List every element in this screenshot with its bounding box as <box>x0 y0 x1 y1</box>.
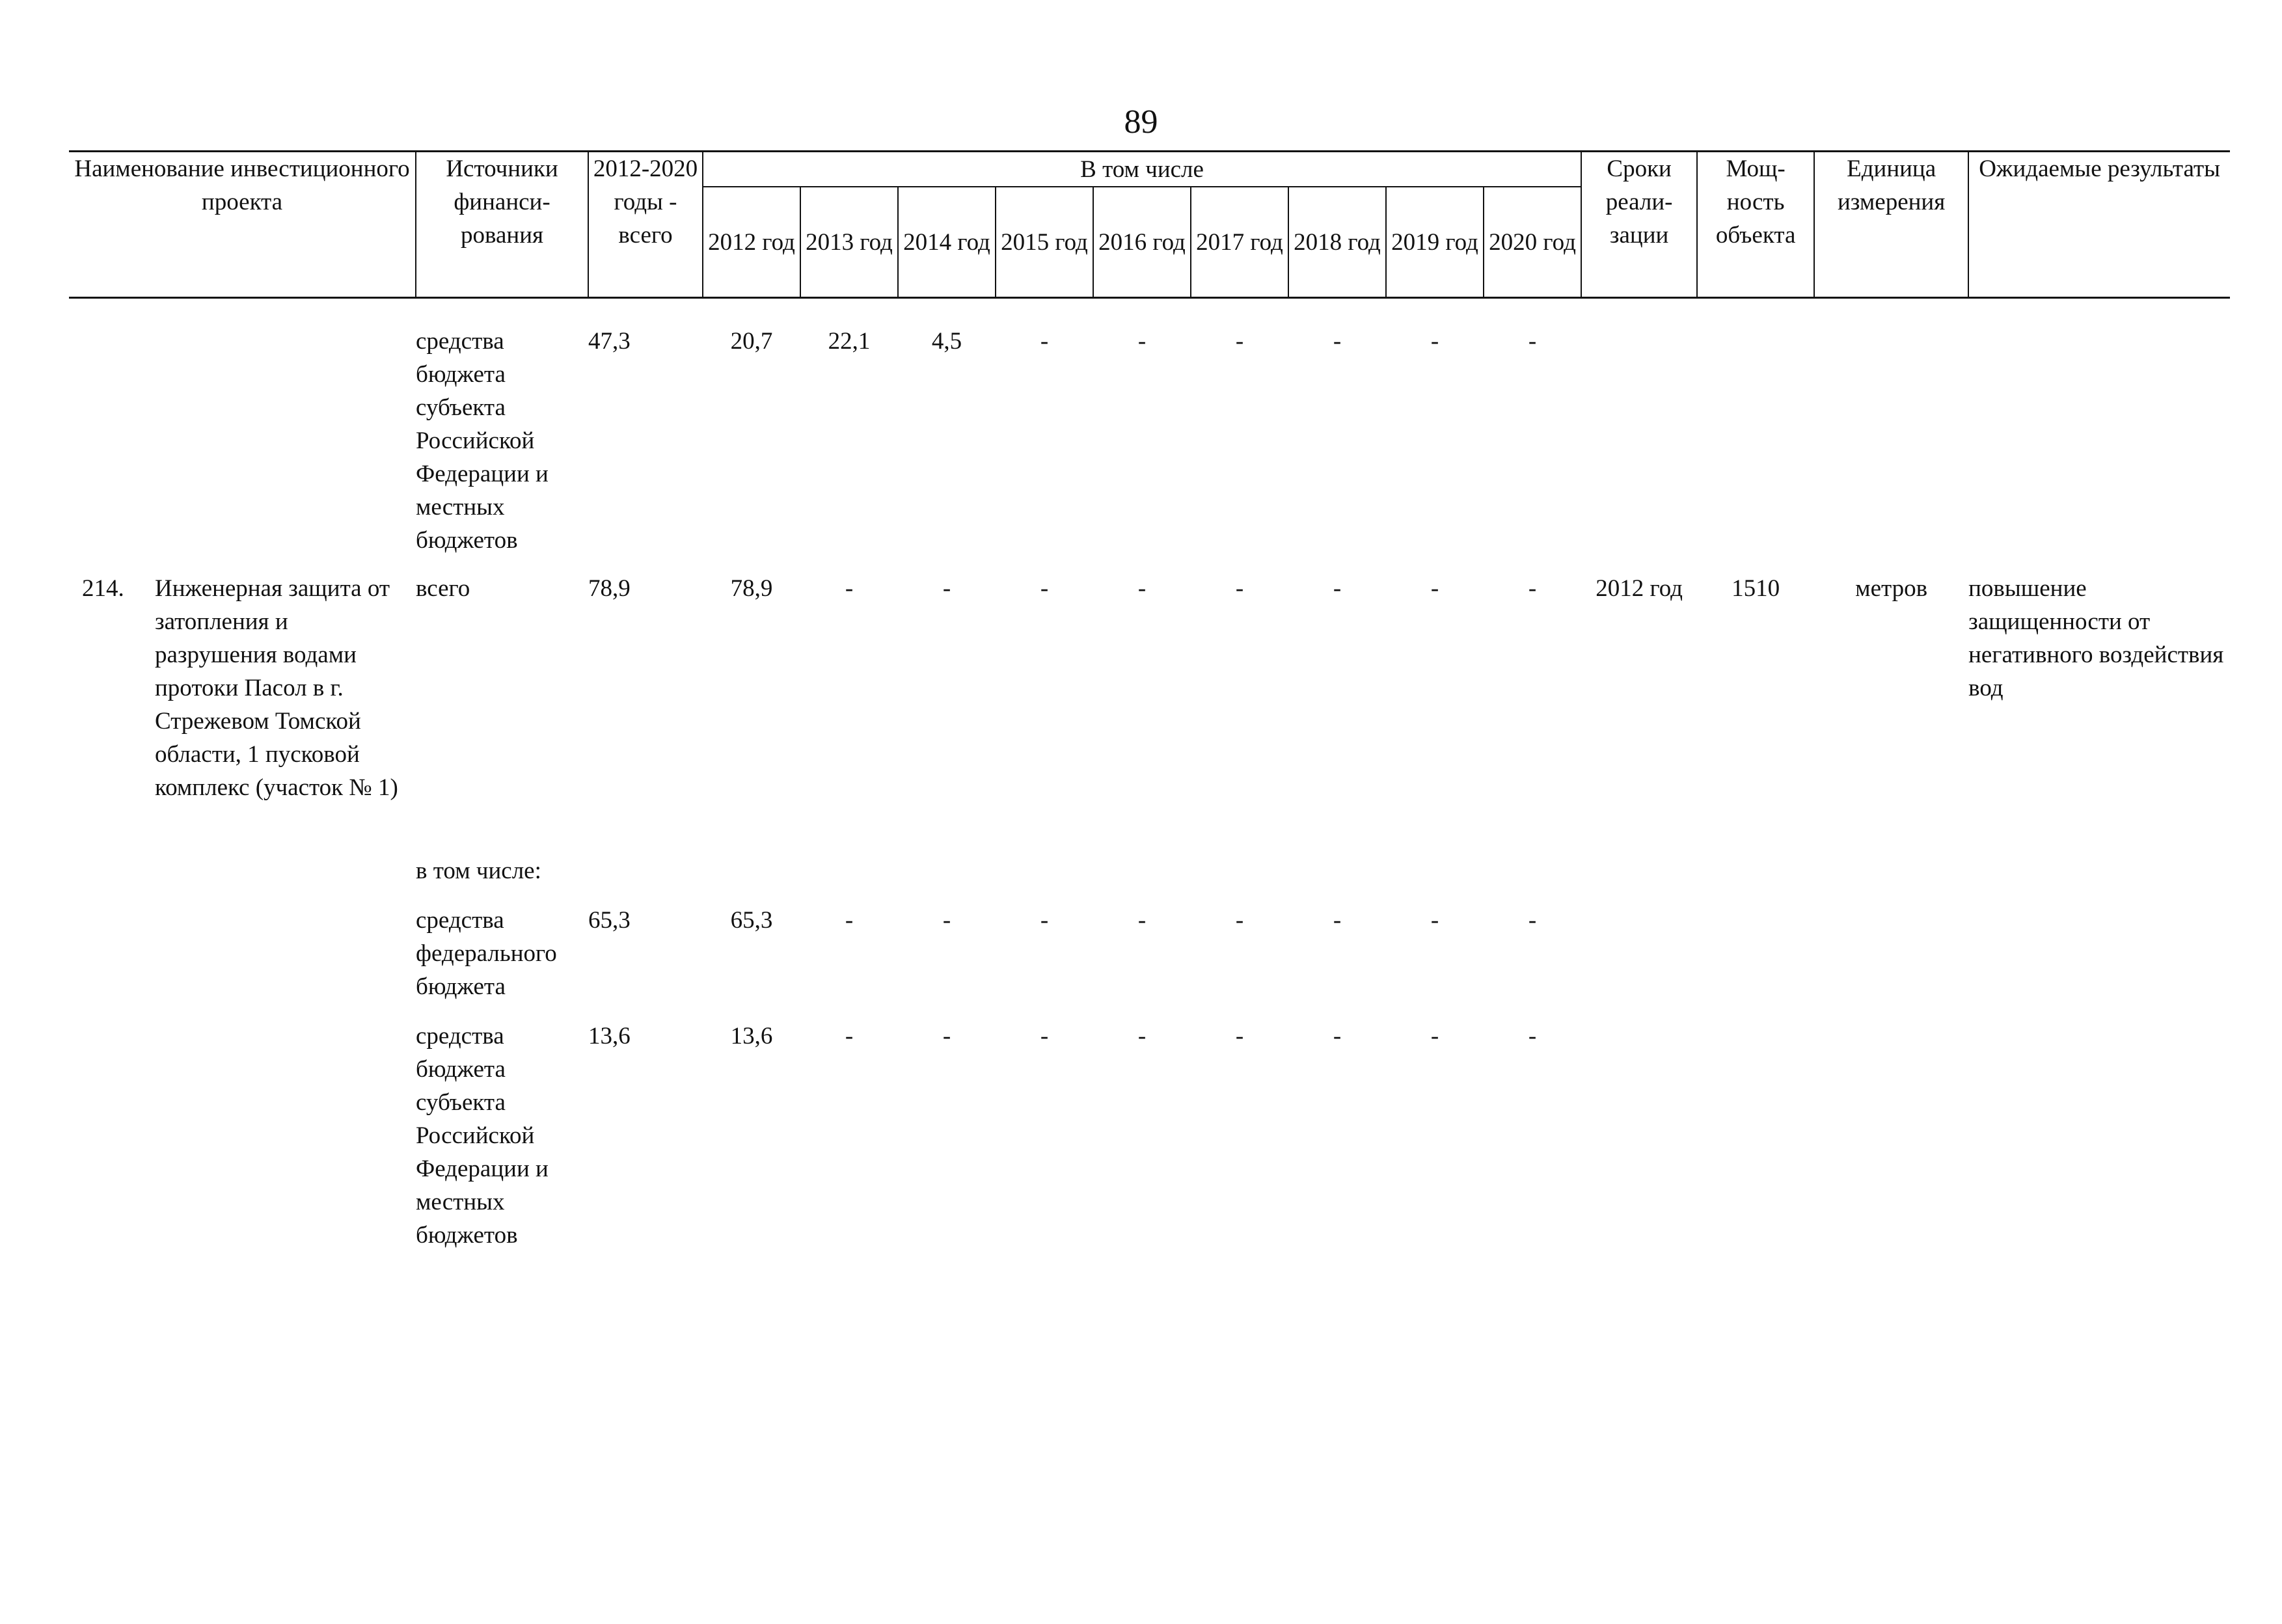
investment-projects-table <box>69 150 2230 1267</box>
year-value: - <box>1235 907 1244 934</box>
unit-value <box>1814 854 1968 904</box>
capacity-value <box>1697 325 1814 572</box>
funding-source: средства федерального бюджета <box>416 907 557 1000</box>
header-year: 2015 год <box>996 187 1093 298</box>
year-value: - <box>1430 328 1439 355</box>
year-value: - <box>1333 575 1342 602</box>
year-value <box>1093 854 1191 904</box>
project-name-cell <box>69 325 416 572</box>
year-value: - <box>845 907 854 934</box>
year-value: 22,1 <box>828 328 871 355</box>
unit-value <box>1814 1020 1968 1267</box>
year-value: 65,3 <box>730 907 773 934</box>
year-value <box>703 854 800 904</box>
header-project-name: Наименование инвестиционного проекта <box>69 152 416 298</box>
total-value: 47,3 <box>588 328 631 355</box>
year-value <box>1484 854 1581 904</box>
header-including: В том числе <box>703 152 1581 187</box>
table-row <box>69 904 2230 1020</box>
year-value: - <box>1040 907 1049 934</box>
year-value: 13,6 <box>730 1023 773 1049</box>
year-value: - <box>845 575 854 602</box>
year-value: - <box>1528 328 1537 355</box>
header-unit: Единица измерения <box>1814 152 1968 298</box>
project-name-cell <box>69 854 416 904</box>
header-results: Ожидаемые результаты <box>1968 152 2230 298</box>
year-value: - <box>845 1023 854 1049</box>
unit-value <box>1814 325 1968 572</box>
year-value: 4,5 <box>931 328 962 355</box>
year-value: - <box>942 907 951 934</box>
year-value: - <box>1137 575 1147 602</box>
project-name-cell <box>69 1020 416 1267</box>
year-value: - <box>942 1023 951 1049</box>
project-name: Инженерная защита от затопления и разрушения водами протоки Пасол в г. Стрежевом Томской области, 1 пусковой комплекс (участок № 1) <box>155 575 398 801</box>
results-value <box>1968 1020 2230 1267</box>
results-value <box>1968 854 2230 904</box>
year-value: 78,9 <box>730 575 773 602</box>
table-row <box>69 572 2230 854</box>
capacity-value <box>1697 854 1814 904</box>
header-capacity: Мощ-ность объекта <box>1697 152 1814 298</box>
header-year: 2018 год <box>1288 187 1386 298</box>
table-row <box>69 325 2230 572</box>
header-terms: Сроки реали-зации <box>1581 152 1697 298</box>
header-year: 2020 год <box>1484 187 1581 298</box>
capacity-value <box>1697 904 1814 1020</box>
funding-source: в том числе: <box>416 858 541 884</box>
year-value: - <box>1235 328 1244 355</box>
header-year: 2017 год <box>1191 187 1288 298</box>
total-value <box>588 854 703 904</box>
year-value: - <box>1333 907 1342 934</box>
terms-value: 2012 год <box>1596 575 1683 602</box>
year-value: - <box>942 575 951 602</box>
header-sources: Источники финанси-рования <box>416 152 588 298</box>
year-value: - <box>1528 907 1537 934</box>
year-value <box>800 854 898 904</box>
funding-source: средства бюджета субъекта Российской Федерации и местных бюджетов <box>416 328 549 554</box>
terms-value <box>1581 1020 1697 1267</box>
year-value: - <box>1430 1023 1439 1049</box>
year-value: - <box>1040 328 1049 355</box>
total-value: 65,3 <box>588 907 631 934</box>
funding-source: средства бюджета субъекта Российской Федерации и местных бюджетов <box>416 1023 549 1249</box>
header-total: 2012-2020 годы - всего <box>588 152 703 298</box>
header-year: 2019 год <box>1386 187 1484 298</box>
project-name-cell <box>69 904 416 1020</box>
year-value: - <box>1528 1023 1537 1049</box>
year-value: - <box>1235 575 1244 602</box>
year-value: - <box>1430 907 1439 934</box>
project-number: 214. <box>82 575 124 602</box>
total-value: 13,6 <box>588 1023 631 1049</box>
year-value <box>1288 854 1386 904</box>
header-year: 2016 год <box>1093 187 1191 298</box>
year-value: - <box>1040 575 1049 602</box>
header-year: 2013 год <box>800 187 898 298</box>
header-year: 2012 год <box>703 187 800 298</box>
year-value <box>898 854 996 904</box>
capacity-value: 1510 <box>1732 575 1780 602</box>
table-row <box>69 854 2230 904</box>
year-value <box>1386 854 1484 904</box>
year-value: - <box>1040 1023 1049 1049</box>
header-year: 2014 год <box>898 187 996 298</box>
year-value: - <box>1137 907 1147 934</box>
project-name-cell <box>69 572 416 854</box>
page-number: 89 <box>1124 103 1158 141</box>
year-value: - <box>1137 1023 1147 1049</box>
results-value <box>1968 325 2230 572</box>
year-value: - <box>1333 328 1342 355</box>
table-row <box>69 1020 2230 1267</box>
total-value: 78,9 <box>588 575 631 602</box>
year-value: - <box>1528 575 1537 602</box>
results-value <box>1968 904 2230 1020</box>
year-value: - <box>1333 1023 1342 1049</box>
year-value <box>1191 854 1288 904</box>
year-value: 20,7 <box>730 328 773 355</box>
year-value: - <box>1137 328 1147 355</box>
results-value: повышение защищенности от негативного воздействия вод <box>1968 575 2224 701</box>
funding-source: всего <box>416 575 470 602</box>
year-value: - <box>1235 1023 1244 1049</box>
year-value <box>996 854 1093 904</box>
terms-value <box>1581 325 1697 572</box>
unit-value <box>1814 904 1968 1020</box>
terms-value <box>1581 904 1697 1020</box>
unit-value: метров <box>1855 575 1928 602</box>
year-value: - <box>1430 575 1439 602</box>
terms-value <box>1581 854 1697 904</box>
capacity-value <box>1697 1020 1814 1267</box>
